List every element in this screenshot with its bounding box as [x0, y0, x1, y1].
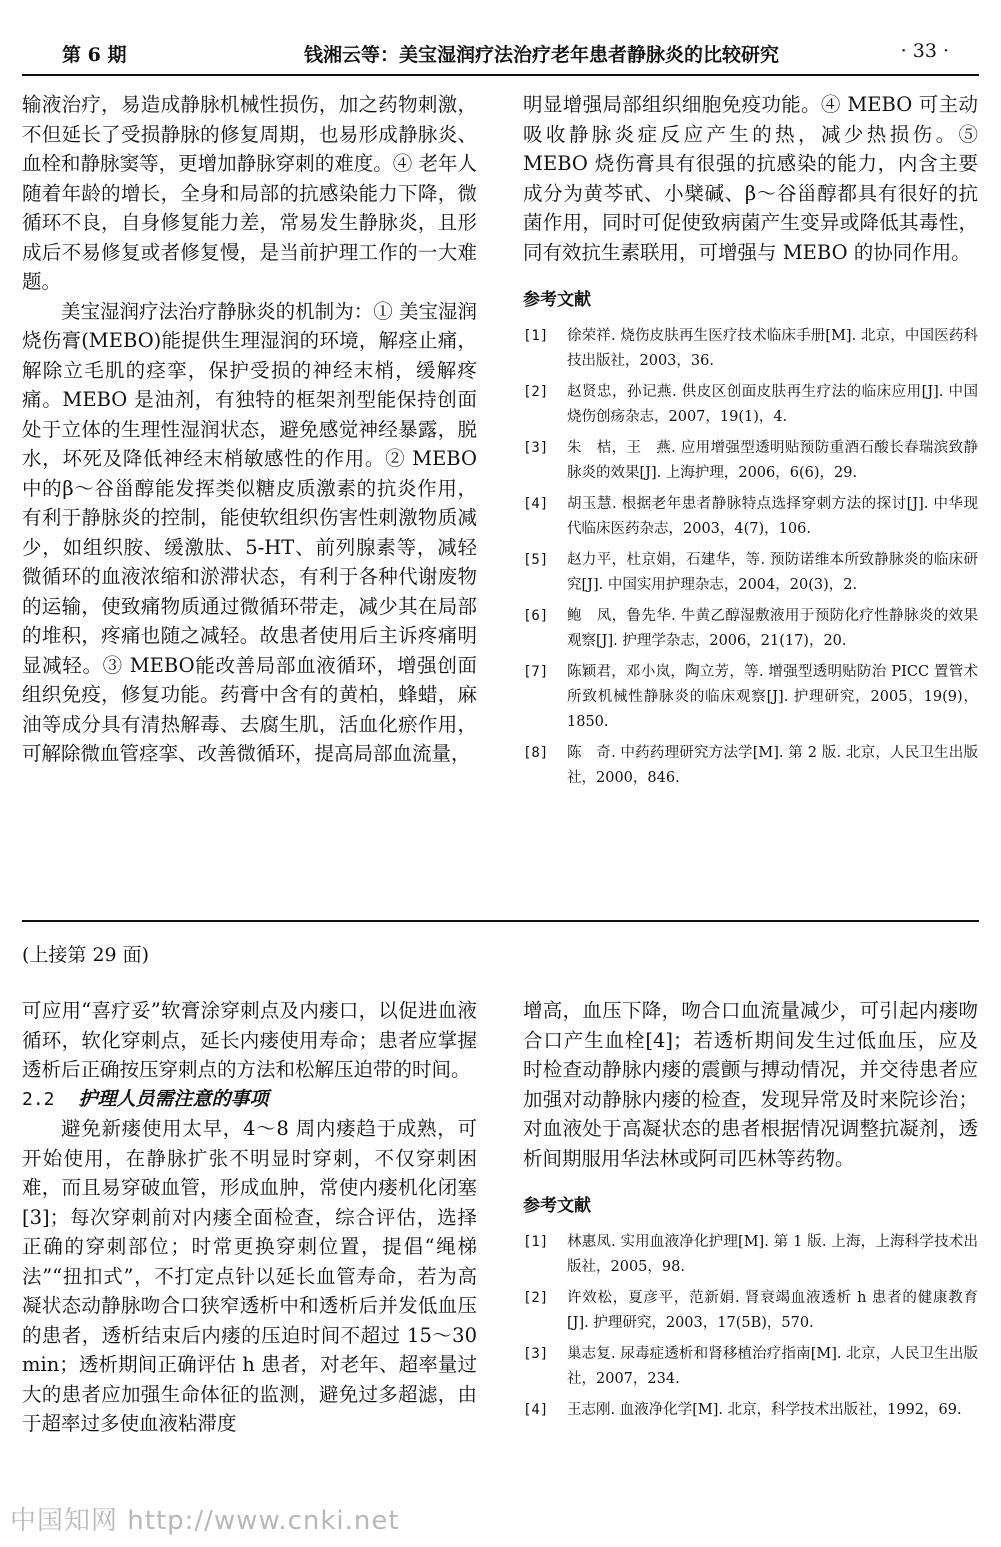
references-heading: 参考文献 — [523, 290, 591, 310]
reference-item — [523, 436, 978, 486]
references-heading: 参考文献 — [523, 1196, 591, 1216]
reference-list — [523, 324, 978, 791]
reference-number: [5] — [523, 552, 549, 568]
reference-number: [4] — [523, 496, 549, 512]
reference-text: 赵力平，杜京娟，石建华，等. 预防诺维本所致静脉炎的临床研究[J]. 中国实用护理杂志，2004，20(3)，2. — [567, 552, 978, 593]
paragraph: 避免新瘘使用太早，4～8 周内瘘趋于成熟，可开始使用，在静脉扩张不明显时穿刺，不仅穿刺困难，而且易穿破血管，形成血肿，常使内瘘机化闭塞[3]；每次穿刺前对内瘘全面检查，综合评估，选择正确的穿刺部位；时常更换穿刺位置，提倡“绳梯法”“扭扣式”，不打定点针以延长血管寿命，若为高凝状态动静脉吻合口狭窄透析中和透析后并发低血压的患者，透析结束后内瘘的压迫时间不超过 15～30 min；透析期间正确评估 h 患者，对老年、超率量过大的患者应加强生命体征的监测，避免过多超滤，由于超率过多使血液粘滞度 — [22, 1117, 477, 1435]
reference-item — [523, 380, 978, 430]
reference-number: [3] — [523, 440, 549, 456]
reference-text: 鲍 凤，鲁先华. 牛黄乙醇湿敷液用于预防化疗性静脉炎的效果观察[J]. 护理学杂志，2006，21(17)，20. — [567, 608, 978, 649]
reference-text: 巢志复. 尿毒症透析和肾移植治疗指南[M]. 北京，人民卫生出版社，2007，234. — [567, 1346, 978, 1387]
reference-text: 陈颖君，邓小岚，陶立芳，等. 增强型透明贴防治 PICC 置管术所致机械性静脉炎的临床观察[J]. 护理研究，2005，19(9)，1850. — [567, 664, 978, 730]
reference-item — [523, 492, 978, 542]
continued-from-note: (上接第 29 面) — [22, 944, 150, 966]
paragraph: 输液治疗，易造成静脉机械性损伤，加之药物刺激，不但延长了受损静脉的修复周期，也易形成静脉炎、血栓和静脉窦等，更增加静脉穿刺的难度。④ 老年人随着年龄的增长，全身和局部的抗感染能力下降，微循环不良，自身修复能力差，常易发生静脉炎，且形成后不易修复或者修复慢，是当前护理工作的一大难题。 — [22, 93, 477, 293]
reference-item — [523, 1230, 978, 1280]
reference-item — [523, 1398, 978, 1423]
section-heading — [22, 1085, 477, 1115]
reference-item — [523, 741, 978, 791]
lower-left-column — [22, 996, 477, 1439]
reference-text: 赵贤忠，孙记燕. 供皮区创面皮肤再生疗法的临床应用[J]. 中国烧伤创疡杂志，2007，19(1)，4. — [567, 384, 978, 425]
reference-item — [523, 548, 978, 598]
reference-number: [3] — [523, 1346, 549, 1362]
reference-item — [523, 1286, 978, 1336]
reference-text: 陈 奇. 中药药理研究方法学[M]. 第 2 版. 北京，人民卫生出版社，2000，846. — [567, 745, 978, 786]
reference-item — [523, 604, 978, 654]
upper-left-column — [22, 90, 477, 769]
reference-text: 胡玉慧. 根据老年患者静脉特点选择穿刺方法的探讨[J]. 中华现代临床医药杂志，2003，4(7)，106. — [567, 496, 978, 537]
issue-number: 第 6 期 — [62, 44, 127, 66]
paragraph: 可应用“喜疗妥”软膏涂穿刺点及内瘘口，以促进血液循环，软化穿刺点，延长内瘘使用寿命；患者应掌握透析后正确按压穿刺点的方法和松解压迫带的时间。 — [22, 999, 477, 1081]
reference-number: [6] — [523, 608, 549, 624]
watermark: 中国知网 http://www.cnki.net — [10, 1506, 400, 1536]
page-number: · 33 · — [900, 40, 949, 62]
reference-text: 朱 桔，王 燕. 应用增强型透明贴预防重酒石酸长春瑞滨致静脉炎的效果[J]. 上海护理，2006，6(6)，29. — [567, 440, 978, 481]
lower-right-column — [523, 996, 978, 1429]
reference-number: [8] — [523, 745, 549, 761]
reference-text: 徐荣祥. 烧伤皮肤再生医疗技术临床手册[M]. 北京，中国医药科技出版社，2003，36. — [567, 328, 978, 369]
reference-number: [2] — [523, 1290, 549, 1306]
reference-number: [1] — [523, 328, 549, 344]
paragraph: 明显增强局部组织细胞免疫功能。④ MEBO 可主动吸收静脉炎症反应产生的热，减少热损伤。⑤ MEBO 烧伤膏具有很强的抗感染的能力，内含主要成分为黄芩甙、小檗碱、β～谷甾醇都具有很好的抗菌作用，同时可促使致病菌产生变异或降低其毒性，同有效抗生素联用，可增强与 MEBO 的协同作用。 — [523, 93, 978, 264]
upper-right-column — [523, 90, 978, 797]
reference-item — [523, 324, 978, 374]
page-header — [22, 36, 979, 70]
reference-number: [1] — [523, 1234, 549, 1250]
running-title: 钱湘云等：美宝湿润疗法治疗老年患者静脉炎的比较研究 — [304, 44, 780, 66]
section-divider — [22, 920, 979, 922]
paragraph: 美宝湿润疗法治疗静脉炎的机制为：① 美宝湿润烧伤膏(MEBO)能提供生理湿润的环境，解痉止痛，解除立毛肌的痉挛，保护受损的神经末梢，缓解疼痛。MEBO 是油剂，有独特的框架剂型能保持创面处于立体的生理性湿润状态，避免感觉神经暴露，脱水，坏死及降低神经末梢敏感性的作用。② MEBO 中的β～谷甾醇能发挥类似糖皮质激素的抗炎作用，有利于静脉炎的控制，能使软组织伤害性刺激物质减少，如组织胺、缓激肽、5-HT、前列腺素等，减轻微循环的血液浓缩和淤滞状态，有利于各种代谢废物的运输，使致痛物质通过微循环带走，减少其在局部的堆积，疼痛也随之减轻。故患者使用后主诉疼痛明显减轻。③ MEBO能改善局部血液循环，增强创面组织免疫，修复功能。药膏中含有的黄柏，蜂蜡，麻油等成分具有清热解毒、去腐生肌，活血化瘀作用，可解除微血管痉挛、改善微循环，提高局部血流量， — [22, 299, 477, 765]
section-number: 2.2 — [22, 1088, 55, 1110]
reference-item — [523, 660, 978, 735]
reference-number: [7] — [523, 664, 549, 680]
reference-list — [523, 1230, 978, 1423]
reference-text: 林惠凤. 实用血液净化护理[M]. 第 1 版. 上海，上海科学技术出版社，2005，98. — [567, 1234, 978, 1275]
header-rule — [22, 74, 979, 76]
paragraph: 增高，血压下降，吻合口血流量减少，可引起内瘘吻合口产生血栓[4]；若透析期间发生过低血压，应及时检查动静脉内瘘的震颤与搏动情况，并交待患者应加强对动静脉内瘘的检查，发现异常及时来院诊治；对血液处于高凝状态的患者根据情况调整抗凝剂，透析间期服用华法林或阿司匹林等药物。 — [523, 999, 978, 1170]
reference-item — [523, 1342, 978, 1392]
reference-text: 王志刚. 血液净化学[M]. 北京，科学技术出版社，1992，69. — [567, 1402, 962, 1418]
section-title: 护理人员需注意的事项 — [78, 1087, 269, 1110]
reference-number: [2] — [523, 384, 549, 400]
reference-number: [4] — [523, 1402, 549, 1418]
reference-text: 许效松，夏彦平，范新娟. 肾衰竭血液透析 h 患者的健康教育[J]. 护理研究，2003，17(5B)，570. — [567, 1290, 978, 1331]
